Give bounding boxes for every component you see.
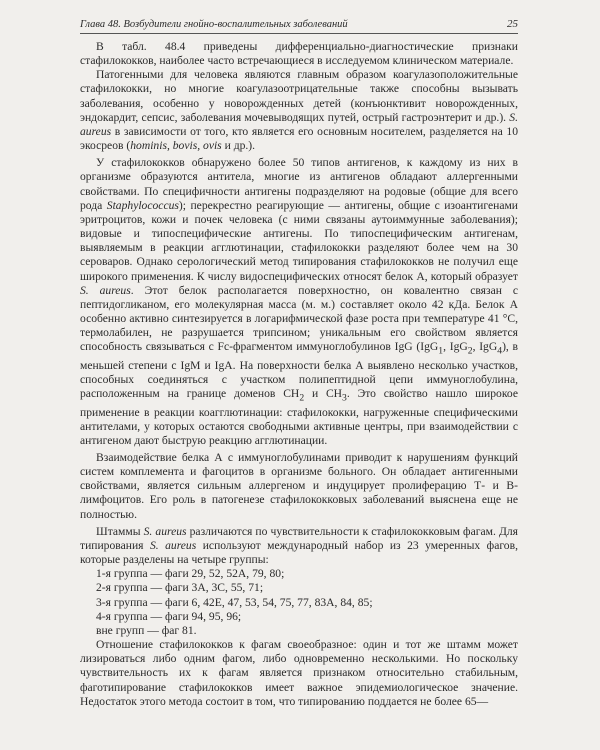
phage-group-item: 2-я группа — фаги 3А, 3С, 55, 71; [96,581,264,595]
body-paragraph: Патогенными для человека являются главным образом коагулазоположительные стафилококки, но многие коагулазоотрицательные также способны вызывать заболевания, особенно у новорожденных детей (конъюнктивит новорожденных, эндокардит, сепсис, заболевания мочевыводящих путей, острый гастроэнтерит и др.). S. aureus в зависимости от того, кто является его основным носителем, разделяется на 10 экосреов (hominis, bovis, ovis и др.). [80,68,518,153]
body-paragraph: Штаммы S. aureus различаются по чувствительности к стафилококковым фагам. Для типирования S. aureus используют международный набор из 23 умеренных фагов, которые разделены на четыре группы: [80,524,518,567]
phage-group-item: 3-я группа — фаги 6, 42Е, 47, 53, 54, 75, 77, 83А, 84, 85; [96,595,373,609]
phage-group-item: вне групп — фаг 81. [96,623,197,637]
body-paragraph: У стафилококков обнаружено более 50 типов антигенов, к каждому из них в организме образуются антитела, многие из антигенов обладают аллергенными свойствами. По специфичности антигены подразделяют на родовые (общие для всего рода Staphylococcus); перекрестно реагирующие — антигены, общие с изоантигенами эритроцитов, кожи и почек человека (с ними связаны аутоиммунные заболевания); видовые и типоспецифические антигены. По типоспецифическим антигенам, выявляемым в реакции агглютинации, стафилококки разделяют более чем на 30 сероваров. Однако серологический метод типирования стафилококков не получил еще широкого применения. К числу видоспецифических относят белок А, который образует S. aureus. Этот белок располагается поверхностно, он ковалентно связан с пептидогликаном, его молекулярная масса (м. м.) составляет около 42 кДа. Белок А особенно активно синтезируется в логарифмической фазе роста при температуре 41 °С, термолабилен, не разрушается трипсином; уникальным его свойством является способность связываться с Fc-фрагментом иммуноглобулинов IgG (IgG$_1$, IgG$_2$, IgG$_4$), в меньшей степени с IgM и IgA. На поверхности белка А выявлено несколько участков, способных соединяться с участком полипептидной цепи иммуноглобулина, расположенным на границе доменов $CH_2$ и $CH_3$. Это свойство нашло широкое применение в реакции коагглютинации: стафилококки, нагруженные специфическими антителами, у которых остаются свободными активные центры, при взаимодействии с антигеном дают быструю реакцию агглютинации. [80,156,519,447]
body-paragraph: Взаимодействие белка А с иммуноглобулинами приводит к нарушениям функций систем комплемента и фагоцитов в организме больного. Он обладает антигенными свойствами, является сильным аллергеном и индуцирует пролиферацию Т- и В-лимфоцитов. Его роль в патогенезе стафилококковых заболеваний выяснена еще не полностью. [80,451,518,521]
page-number: 25 [507,18,518,30]
body-paragraph: Отношение стафилококков к фагам своеобразное: один и тот же штамм может лизироваться либо одним фагом, либо одновременно несколькими. Но поскольку чувствительность их к фагам является признаком относительно стабильным, фаготипирование стафилококков имеет важное эпидемиологическое значение. Недостаток этого метода состоит в том, что типированию поддается не более 65— [80,638,518,708]
chapter-title: Глава 48. Возбудители гнойно-воспалительных заболеваний [80,19,348,30]
body-paragraph: В табл. 48.4 приведены дифференциально-диагностические признаки стафилококков, наиболее часто встречающиеся в исследуемом клиническом материале. [80,40,518,68]
page-body [80,40,518,709]
running-header [80,10,518,34]
phage-group-item: 1-я группа — фаги 29, 52, 52А, 79, 80; [96,567,285,581]
phage-group-item: 4-я группа — фаги 94, 95, 96; [96,609,242,623]
